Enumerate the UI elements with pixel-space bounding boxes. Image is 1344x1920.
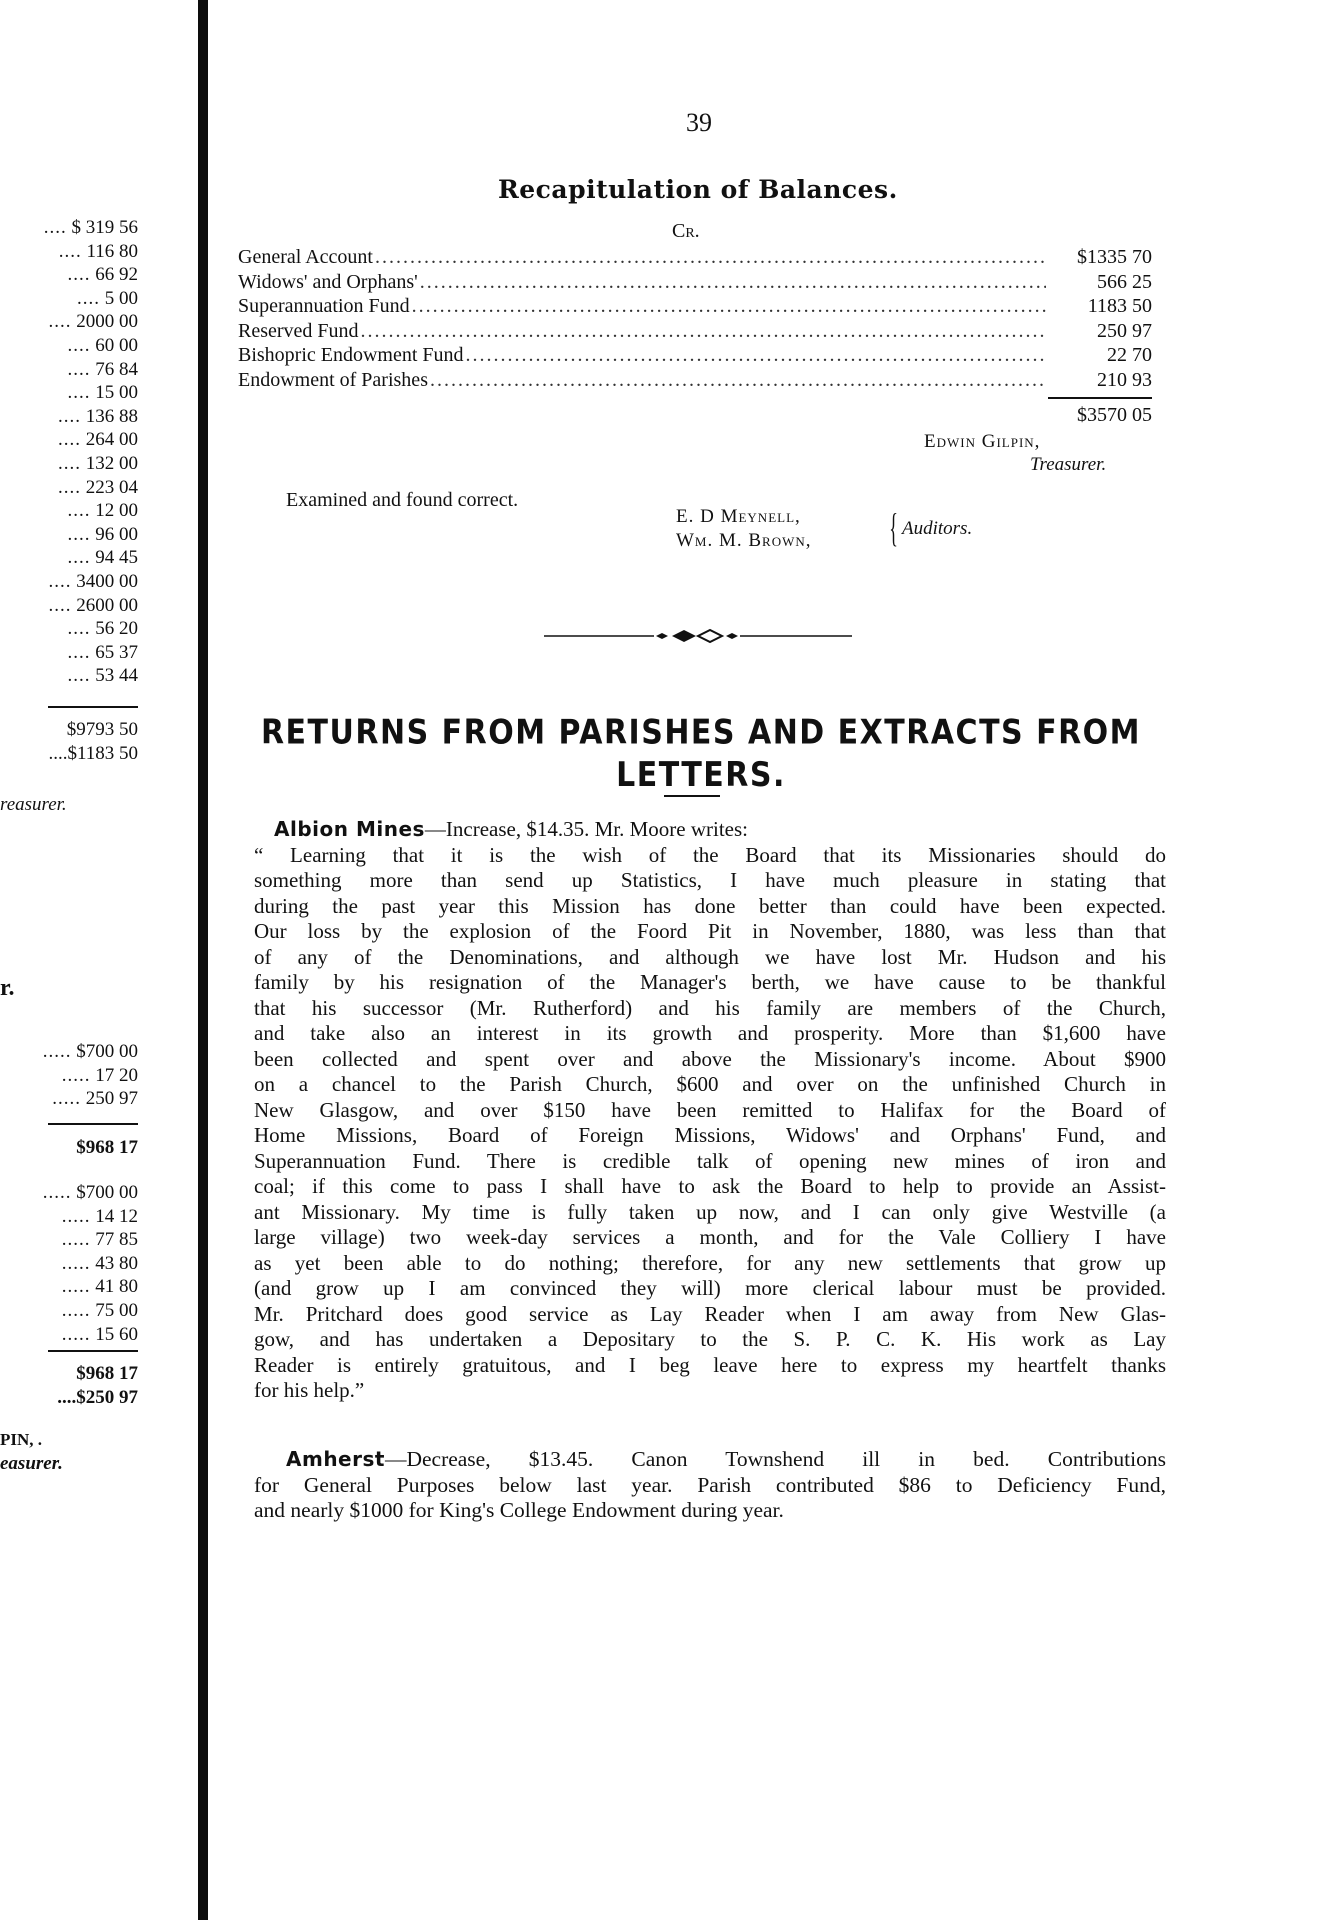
body-text-line: Mr. Pritchard does good service as Lay Reader when I am away from New Glas- <box>254 1301 1166 1326</box>
left-dots: .... <box>43 217 67 238</box>
left-sum-rule <box>48 1123 138 1125</box>
left-total: $968 17 <box>76 1363 138 1384</box>
ledger-row <box>238 271 1152 296</box>
parish-lead-line <box>254 817 1166 843</box>
left-amount: 5 00 <box>104 287 138 309</box>
left-amount-row <box>44 570 138 594</box>
left-total: $9793 50 <box>66 719 138 740</box>
left-amount-row <box>44 381 138 405</box>
body-text-line: during the past year this Mission has done better than could have been expected. <box>254 893 1166 918</box>
auditor-name: E. D Meynell, <box>676 506 801 527</box>
left-amount-row <box>44 358 138 382</box>
body-text-line: New Glasgow, and over $150 have been remitted to Halifax for the Board of <box>254 1097 1166 1122</box>
examined-statement: Examined and found correct. <box>286 489 519 511</box>
body-text-line: something more than send up Statistics, I have much pleasure in stating that <box>254 868 1166 892</box>
body-text-line: family by his resignation of the Manager's berth, we have cause to be thankful <box>254 970 1166 994</box>
left-amount: 15 00 <box>95 382 138 404</box>
ledger-label: Superannuation Fund <box>238 295 410 317</box>
left-totals <box>57 1362 138 1409</box>
parish-entry-albion-mines <box>254 817 1166 1404</box>
left-amount-row <box>44 428 138 452</box>
left-amount: 96 00 <box>95 523 138 545</box>
left-amount-row <box>43 1275 138 1299</box>
left-amount-row <box>44 499 138 523</box>
left-amount: 264 00 <box>85 429 138 451</box>
ledger-leader <box>430 369 1046 392</box>
left-dots: ..... <box>61 1299 91 1321</box>
left-amount: 43 80 <box>95 1252 138 1274</box>
left-amount-row <box>43 1228 138 1252</box>
left-dots: ..... <box>61 1323 91 1345</box>
left-amount: 94 45 <box>95 547 138 569</box>
left-amount: 41 80 <box>95 1276 138 1298</box>
total-rule <box>1048 397 1152 399</box>
ledger-row <box>238 369 1152 394</box>
ledger-label: Bishopric Endowment Fund <box>238 344 464 366</box>
body-text-line: that his successor (Mr. Rutherford) and his family are members of the Church, <box>254 995 1166 1020</box>
left-amount: $700 00 <box>76 1041 138 1062</box>
left-amount-row <box>44 641 138 665</box>
body-text-line: Our loss by the explosion of the Foord Pit in November, 1880, was less than that <box>254 919 1166 943</box>
left-amount: 3400 00 <box>76 570 138 592</box>
ledger-row <box>238 246 1152 271</box>
left-totals <box>76 1136 138 1160</box>
left-dots: .... <box>67 665 91 687</box>
auditor-name: Wm. M. Brown, <box>676 530 812 551</box>
left-amount: 56 20 <box>95 618 138 640</box>
left-amount-column <box>44 216 138 688</box>
left-dots: .... <box>67 641 91 663</box>
body-text-line: ant Missionary. My time is fully taken up now, and I can only give Westville (a <box>254 1199 1166 1224</box>
left-amount: 75 00 <box>95 1299 138 1321</box>
ledger-amount: 210 93 <box>1097 368 1152 391</box>
left-amount-row <box>43 1087 138 1111</box>
ledger-row <box>238 320 1152 345</box>
left-dots: .... <box>58 405 81 427</box>
body-text-line: Reader is entirely gratuitous, and I beg leave here to express my heartfelt thanks <box>254 1352 1166 1377</box>
left-dots: .... <box>58 240 82 262</box>
left-dots: ..... <box>61 1252 91 1274</box>
left-sum-rule <box>48 706 138 708</box>
left-amount: 2600 00 <box>76 594 138 616</box>
left-amount: $700 00 <box>76 1182 138 1203</box>
body-text-line: been collected and spent over and above the Missionary's income. About $900 <box>254 1046 1166 1071</box>
ledger-leader <box>420 271 1046 294</box>
left-amount: 76 84 <box>95 358 138 380</box>
auditors-brace: { <box>889 505 898 550</box>
section-title <box>246 712 1156 797</box>
left-totals <box>48 718 138 765</box>
ledger-row <box>238 295 1152 320</box>
page-gutter <box>198 0 208 1920</box>
left-amount: 116 80 <box>86 240 138 262</box>
left-amount: 2000 00 <box>76 311 138 333</box>
left-amount-column <box>43 1181 138 1346</box>
section-title-line: LETTERS. <box>616 755 786 795</box>
body-text-line: “ Learning that it is the wish of the Board that its Missionaries should do <box>254 842 1166 867</box>
left-amount-row <box>43 1323 138 1347</box>
left-dots: ..... <box>61 1205 91 1227</box>
ledger-total: $3570 05 <box>1077 404 1152 426</box>
left-amount-row <box>44 546 138 570</box>
left-dots: ..... <box>42 1041 72 1062</box>
body-text-line: for his help.” <box>254 1378 365 1402</box>
left-amount: 250 97 <box>85 1088 138 1110</box>
left-dots: .... <box>67 547 91 569</box>
ledger-leader <box>466 344 1046 367</box>
section-rule <box>664 795 720 797</box>
ledger-row <box>238 344 1152 369</box>
left-amount: 136 88 <box>85 405 138 427</box>
left-amount-row <box>44 240 138 264</box>
left-dots: .... <box>67 358 91 380</box>
recapitulation-title: Recapitulation of Balances. <box>498 175 898 204</box>
left-signature: PIN, . <box>0 1430 43 1449</box>
ledger-amount: 1183 50 <box>1087 295 1152 317</box>
body-text-line: and nearly $1000 for King's College Endowment during year. <box>254 1498 784 1522</box>
left-amount: 60 00 <box>95 334 138 356</box>
ledger-label: Endowment of Parishes <box>238 368 428 391</box>
body-text-line: gow, and has undertaken a Depositary to the S. P. C. K. His work as Lay <box>254 1327 1166 1351</box>
ledger-leader <box>361 320 1046 343</box>
left-amount: 132 00 <box>85 452 138 474</box>
previous-page-fragment <box>0 0 200 1920</box>
left-dots: .... <box>67 618 91 640</box>
left-amount-row <box>44 523 138 547</box>
body-text-line: Home Missions, Board of Foreign Missions, Widows' and Orphans' Fund, and <box>254 1123 1166 1147</box>
parish-name: Amherst <box>286 1447 385 1471</box>
left-amount-row <box>44 216 138 240</box>
left-dots: .... <box>67 382 91 404</box>
ledger-label: General Account <box>238 246 373 268</box>
body-text-line: (and grow up I am convinced they will) more clerical labour must be provided. <box>254 1276 1166 1300</box>
left-dots: .... <box>58 476 81 498</box>
left-dots: ..... <box>52 1088 81 1110</box>
left-dots: .... <box>67 334 91 356</box>
left-amount: 65 37 <box>95 641 138 663</box>
left-dots: .... <box>67 264 91 286</box>
parish-lead: —Decrease, $13.45. Canon Townshend ill in bed. Contributions <box>384 1447 1166 1471</box>
left-dots: .... <box>48 570 72 592</box>
left-treasurer-title: easurer. <box>0 1453 63 1474</box>
ledger-amount: 250 97 <box>1097 319 1152 342</box>
parish-name: Albion Mines <box>274 817 425 841</box>
left-dots: .... <box>48 594 72 616</box>
body-text-line: as yet been able to do nothing; therefore, for any new settlements that grow up <box>254 1250 1166 1275</box>
section-title-line: RETURNS FROM PARISHES AND EXTRACTS FROM <box>260 713 1142 753</box>
left-dots: ..... <box>42 1182 72 1203</box>
body-text-line: and take also an interest in its growth and prosperity. More than $1,600 have <box>254 1021 1166 1045</box>
left-dots: .... <box>67 500 91 522</box>
left-amount-row <box>44 617 138 641</box>
left-amount-column <box>43 1040 138 1111</box>
left-amount: 77 85 <box>95 1229 138 1251</box>
ledger-leader <box>412 295 1046 318</box>
ledger-label: Widows' and Orphans' <box>238 270 418 293</box>
left-amount: 15 60 <box>95 1323 138 1345</box>
left-amount: 14 12 <box>95 1205 138 1227</box>
left-dots: .... <box>58 429 81 451</box>
body-text-line: Superannuation Fund. There is credible talk of opening new mines of iron and <box>254 1148 1166 1173</box>
body-text-line: on a chancel to the Parish Church, $600 and over on the unfinished Church in <box>254 1072 1166 1096</box>
treasurer-title: Treasurer. <box>1030 454 1107 475</box>
body-text-line: for General Purposes below last year. Parish contributed $86 to Deficiency Fund, <box>254 1472 1166 1497</box>
parish-entry-amherst <box>254 1447 1166 1524</box>
auditors-label: Auditors. <box>902 518 973 539</box>
left-amount: 66 92 <box>95 264 138 286</box>
left-amount-row <box>43 1181 138 1205</box>
ledger-amount: 566 25 <box>1097 270 1152 293</box>
left-amount-row <box>43 1299 138 1323</box>
ledger-label: Reserved Fund <box>238 319 359 342</box>
parish-lead-line <box>254 1447 1166 1473</box>
left-amount-row <box>43 1252 138 1276</box>
ledger-amount: $1335 70 <box>1077 246 1152 268</box>
body-text-line: coal; if this come to pass I shall have to ask the Board to help to provide an Assist- <box>254 1174 1166 1198</box>
credit-label: Cr. <box>672 220 700 242</box>
left-amount-row <box>44 334 138 358</box>
left-amount-row <box>44 263 138 287</box>
left-dots: ..... <box>61 1229 91 1251</box>
left-amount-row <box>44 664 138 688</box>
left-dots: .... <box>77 287 100 309</box>
left-dots: .... <box>48 311 72 333</box>
body-text-line: of any of the Denominations, and although we have lost Mr. Hudson and his <box>254 944 1166 969</box>
left-amount: 12 00 <box>95 500 138 522</box>
left-amount-row <box>43 1205 138 1229</box>
left-amount-row <box>44 405 138 429</box>
page-number: 39 <box>686 108 712 137</box>
left-amount-row <box>44 476 138 500</box>
left-dots: ..... <box>61 1276 91 1298</box>
body-text-line: large village) two week-day services a month, and for the Vale Colliery I have <box>254 1225 1166 1249</box>
ledger-leader <box>375 246 1046 269</box>
left-amount: 17 20 <box>95 1064 138 1086</box>
left-treasurer-title: reasurer. <box>0 794 67 815</box>
left-amount-row <box>44 594 138 618</box>
left-dots: ..... <box>61 1064 91 1086</box>
left-dots: .... <box>67 523 91 545</box>
left-amount: 223 04 <box>85 476 138 498</box>
left-heading-fragment: r. <box>0 975 15 1001</box>
left-amount: 53 44 <box>95 665 138 687</box>
ledger-amount: 22 70 <box>1107 344 1152 366</box>
left-total: ....$1183 50 <box>48 742 138 764</box>
balances-ledger <box>238 246 1152 393</box>
left-dots: .... <box>58 452 81 474</box>
left-amount: $ 319 56 <box>71 217 138 238</box>
left-amount-row <box>44 452 138 476</box>
left-total: ....$250 97 <box>57 1386 138 1408</box>
ornament-divider-icon <box>544 626 852 646</box>
left-amount-row <box>44 287 138 311</box>
left-amount-row <box>43 1064 138 1088</box>
treasurer-name: Edwin Gilpin, <box>924 431 1041 452</box>
left-sum-rule <box>48 1350 138 1352</box>
left-amount-row <box>43 1040 138 1064</box>
left-total: $968 17 <box>76 1137 138 1158</box>
left-amount-row <box>44 310 138 334</box>
parish-lead: —Increase, $14.35. Mr. Moore writes: <box>424 817 749 841</box>
